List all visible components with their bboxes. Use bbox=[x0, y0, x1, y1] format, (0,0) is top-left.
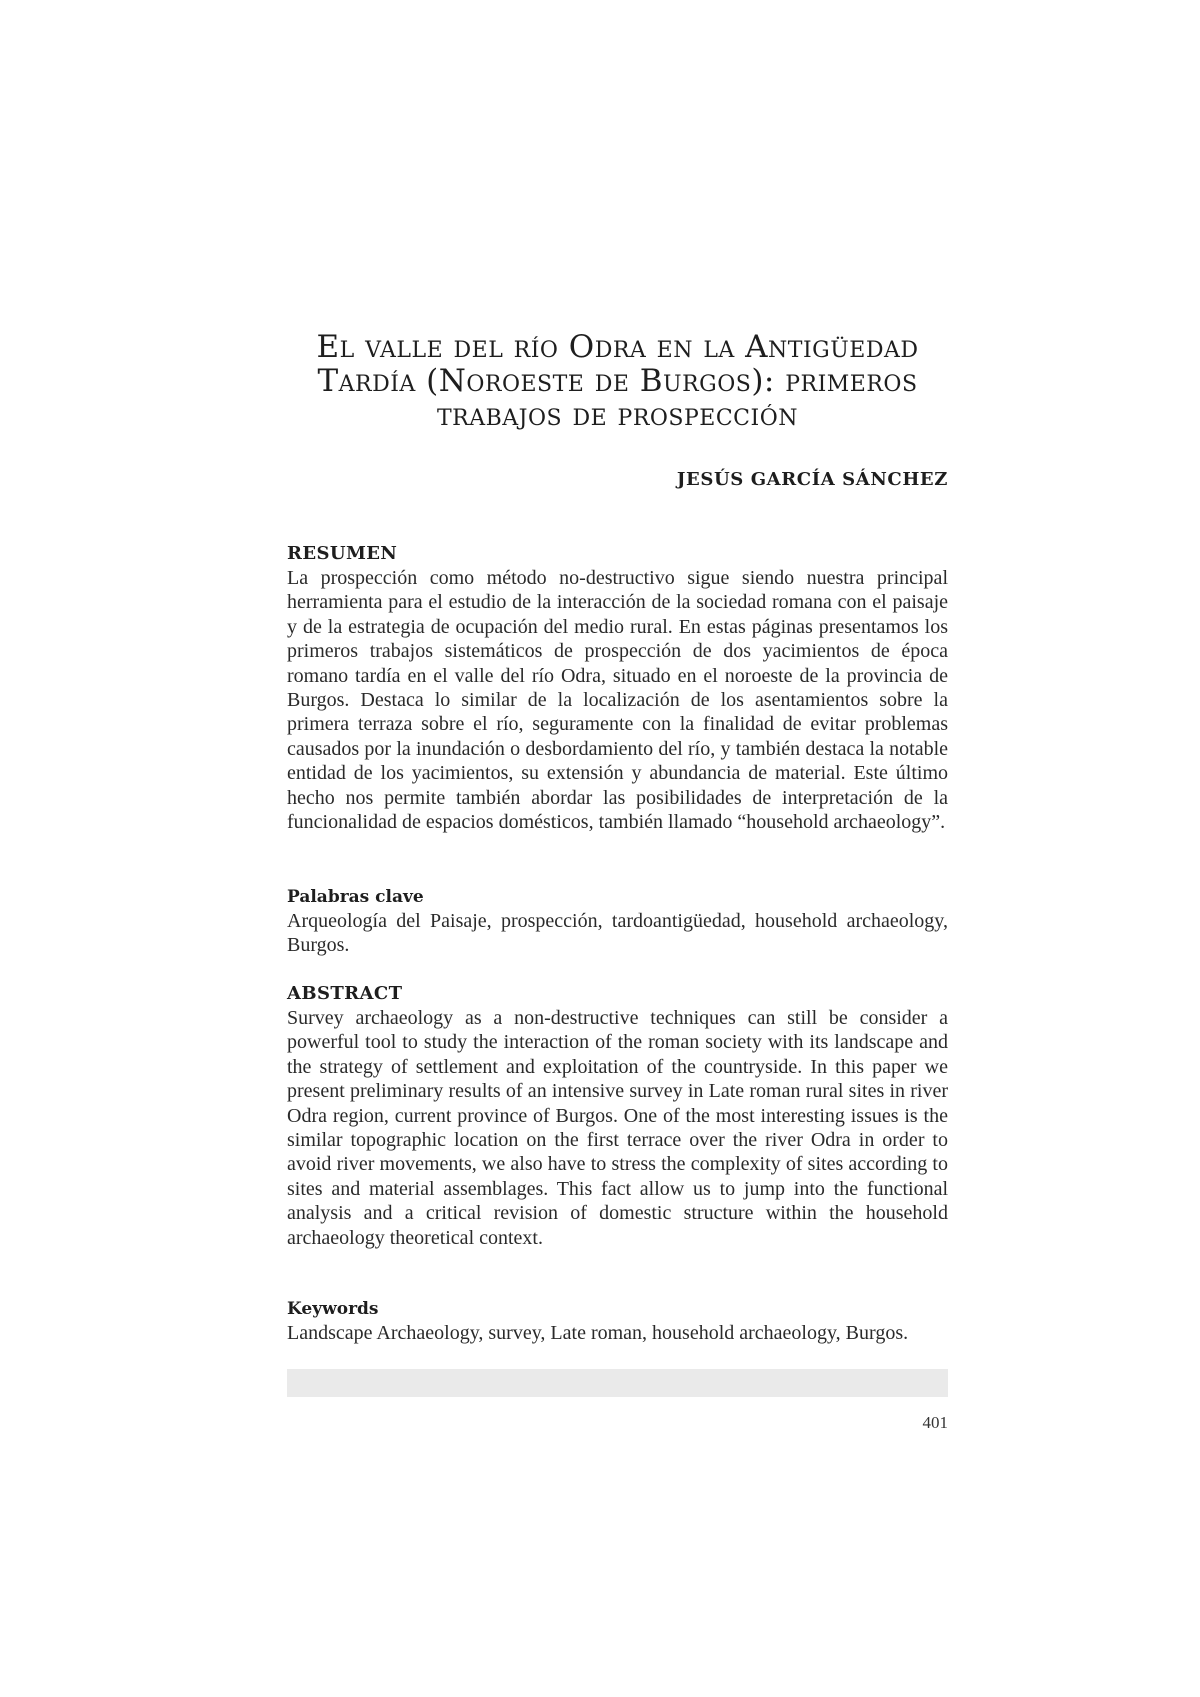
article-title bbox=[287, 330, 948, 432]
keywords-text: Landscape Archaeology, survey, Late roman, household archaeology, Burgos. bbox=[287, 1322, 909, 1344]
resumen-heading: RESUMEN bbox=[287, 543, 398, 564]
abstract-heading: ABSTRACT bbox=[287, 983, 403, 1004]
abstract-text: Survey archaeology as a non-destructive techniques can still be consider a powerful tool to study the interaction of the roman society with its landscape and the strategy of settlement and exploitation of the countryside. In this paper we present preliminary results of an intensive survey in Late roman rural sites in river Odra region, current province of Burgos. One of the most interesting issues is the similar topographic location on the first terrace over the river Odra in order to avoid river movements, we also have to stress the complexity of sites according to sites and material assemblages. This fact allow us to jump into the functional analysis and a critical revision of domestic structure within the household archaeology theoretical context. bbox=[287, 1007, 948, 1249]
resumen-section bbox=[287, 542, 948, 834]
author-name: JESÚS GARCÍA SÁNCHEZ bbox=[676, 469, 948, 490]
palabras-clave-text: Arqueología del Paisaje, prospección, tardoantigüedad, household archaeology, Burgos. bbox=[287, 910, 948, 957]
footer-divider-bar bbox=[287, 1369, 948, 1397]
title-line-2: Tardía (Noroeste de Burgos): primeros bbox=[317, 363, 918, 399]
title-line-3: trabajos de prospección bbox=[437, 397, 798, 433]
keywords-section bbox=[287, 1297, 948, 1345]
document-page bbox=[287, 0, 948, 1697]
resumen-text: La prospección como método no-destructivo sigue siendo nuestra principal herramienta para el estudio de la interacción de la sociedad romana con el paisaje y de la estrategia de ocupación del medio rural. En estas páginas presentamos los primeros trabajos sistemáticos de prospección de dos yacimientos de época romano tardía en el valle del río Odra, situado en el noroeste de la provincia de Burgos. Destaca lo similar de la localización de los asentamientos sobre la primera terraza sobre el río, seguramente con la finalidad de evitar problemas causados por la inundación o desbordamiento del río, y también destaca la notable entidad de los yacimientos, su extensión y abundancia de material. Este último hecho nos permite también abordar las posibilidades de interpretación de la funcionalidad de espacios domésticos, también llamado “household archaeology”. bbox=[287, 567, 948, 834]
keywords-heading: Keywords bbox=[287, 1299, 379, 1319]
page-number: 401 bbox=[922, 1413, 948, 1432]
title-line-1: El valle del río Odra en la Antigüedad bbox=[316, 329, 919, 365]
palabras-clave-heading: Palabras clave bbox=[287, 887, 424, 907]
abstract-section bbox=[287, 982, 948, 1250]
palabras-clave-section bbox=[287, 885, 948, 958]
